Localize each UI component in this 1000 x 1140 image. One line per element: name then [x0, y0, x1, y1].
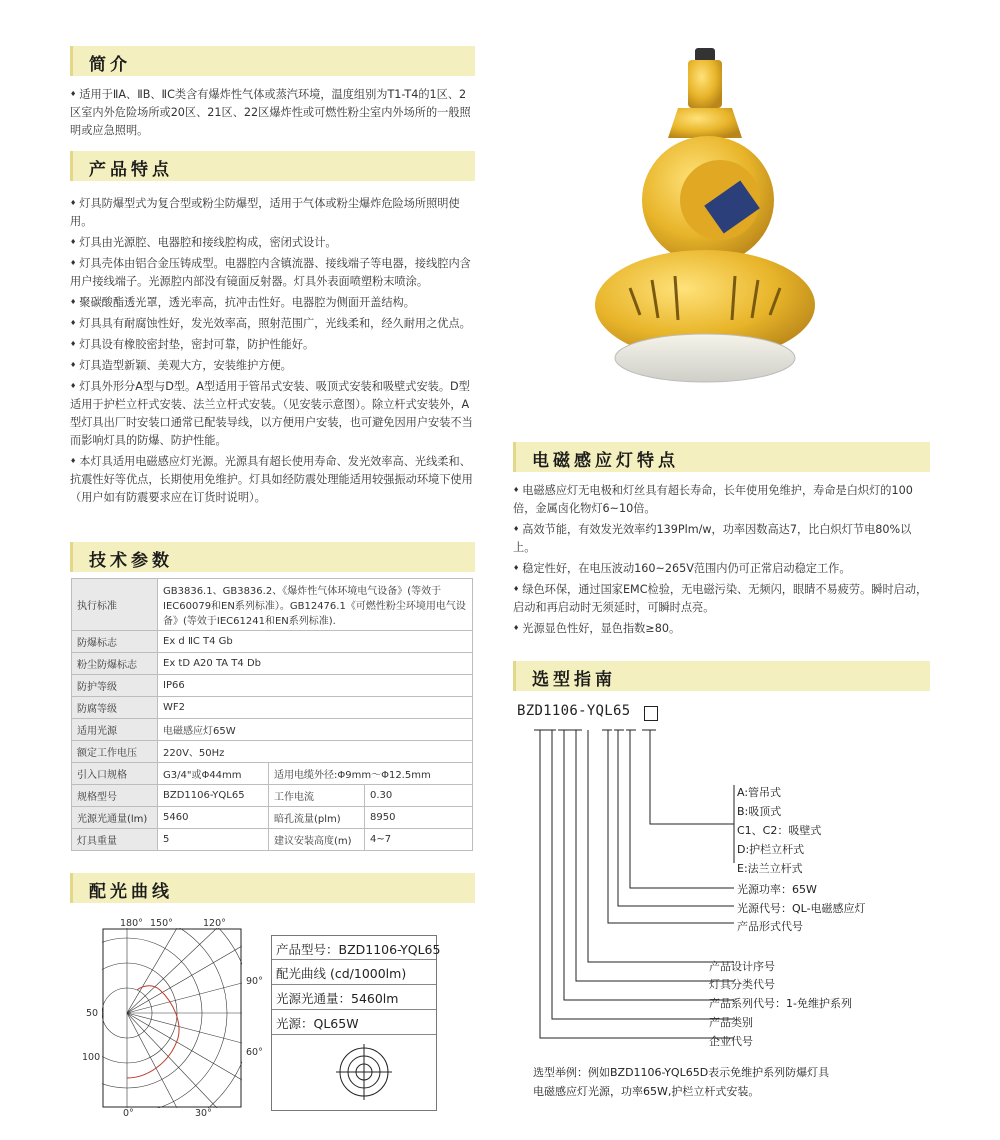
intro-title: 简介 — [89, 55, 131, 75]
polar-curve-diagram — [102, 928, 242, 1108]
code-field-label: 光源功率：65W — [737, 883, 817, 896]
panel-model: 产品型号：BZD1106-YQL65 — [276, 942, 441, 957]
em-header — [513, 442, 930, 472]
features-header — [70, 151, 475, 181]
feature-item: ♦ 灯具具有耐腐蚀性好，发光效率高，照射范围广，光线柔和，经久耐用之优点。 — [70, 314, 475, 333]
spec-key: 适用光源 — [72, 719, 158, 741]
curve-info-panel — [271, 935, 441, 1111]
table-row — [72, 829, 473, 851]
spec-key: 防爆标志 — [72, 631, 158, 653]
spec-key: 光源光通量(lm) — [72, 807, 158, 829]
spec-value: IP66 — [158, 675, 473, 697]
spec-key: 防腐等级 — [72, 697, 158, 719]
polar-right-label: 90° — [246, 976, 263, 987]
spec-key2: 适用电缆外径:Φ9mm～Φ12.5mm — [269, 763, 473, 785]
install-type-label: A:管吊式 — [737, 786, 782, 799]
spec-value: Ex d ⅡC T4 Gb — [158, 631, 473, 653]
spec-key: 防护等级 — [72, 675, 158, 697]
panel-curve: 配光曲线 (cd/1000lm) — [276, 966, 407, 981]
feature-item: ♦ 本灯具适用电磁感应灯光源。光源具有超长使用寿命、发光效率高、光线柔和、抗震性好等优点，长期使用免维护。灯具如经防震处理能适用较强振动环境下使用（用户如有防震要求应在订货时说明）。 — [70, 452, 475, 507]
explosion-proof-lamp-image — [590, 40, 820, 390]
spec-key2: 暗孔流量(plm) — [269, 807, 365, 829]
tech-title: 技术参数 — [89, 551, 173, 571]
spec-key: 规格型号 — [72, 785, 158, 807]
spec-value: 5 — [158, 829, 269, 851]
curve-title: 配光曲线 — [89, 882, 173, 902]
features-list — [70, 194, 475, 509]
polar-right-label: 60° — [246, 1047, 263, 1058]
panel-flux: 光源光通量：5460lm — [276, 991, 399, 1006]
polar-left-label: 50 — [86, 1008, 99, 1019]
spec-key2: 建议安装高度(m) — [269, 829, 365, 851]
install-type-label: B:吸顶式 — [737, 805, 782, 818]
feature-item: ♦ 灯具防爆型式为复合型或粉尘防爆型，适用于气体或粉尘爆炸危险场所照明使用。 — [70, 194, 475, 231]
table-row — [72, 719, 473, 741]
feature-item: ♦ 聚碳酸酯透光罩，透光率高，抗冲击性好。电器腔为侧面开盖结构。 — [70, 293, 475, 312]
em-title: 电磁感应灯特点 — [532, 451, 679, 471]
code-field-label: 灯具分类代号 — [709, 978, 775, 991]
spec-value: Ex tD A20 TA T4 Db — [158, 653, 473, 675]
polar-left-label: 100 — [82, 1052, 101, 1063]
spec-value: 220V、50Hz — [158, 741, 473, 763]
guide-header — [513, 661, 930, 691]
install-type-label: D:护栏立杆式 — [737, 843, 805, 856]
spec-value: G3/4"或Φ44mm — [158, 763, 269, 785]
table-row — [72, 807, 473, 829]
spec-value2: 0.30 — [365, 785, 473, 807]
table-row — [72, 675, 473, 697]
code-field-label: 产品设计序号 — [709, 960, 775, 973]
spec-key: 灯具重量 — [72, 829, 158, 851]
spec-value2: 4~7 — [365, 829, 473, 851]
intro-item: ♦ 适用于ⅡA、ⅡB、ⅡC类含有爆炸性气体或蒸汽环境，温度组别为T1-T4的1区、2区室内外危险场所或20区、21区、22区爆炸性或可燃性粉尘室内外场所的一般照明或应急照明。 — [70, 85, 475, 140]
spec-value: BZD1106-YQL65 — [158, 785, 269, 807]
em-features-list — [513, 481, 928, 640]
table-row — [72, 631, 473, 653]
install-type-box — [644, 706, 658, 721]
spec-value: 电磁感应灯65W — [158, 719, 473, 741]
spec-table — [71, 578, 473, 851]
feature-item: ♦ 灯具壳体由铝合金压铸成型。电器腔内含镇流器、接线端子等电器，接线腔内含用户接线端子。光源腔内部没有镜面反射器。灯具外表面喷塑粉末喷涂。 — [70, 254, 475, 291]
panel-source: 光源：QL65W — [276, 1016, 359, 1031]
lamp-outline-icon — [334, 1042, 394, 1102]
feature-item: ♦ 灯具造型新颖、美观大方，安装维护方便。 — [70, 356, 475, 375]
polar-top-label: 150° — [150, 918, 173, 929]
em-feature-item: ♦ 电磁感应灯无电极和灯丝具有超长寿命，长年使用免维护，寿命是白炽灯的100倍，金属卤化物灯6~10倍。 — [513, 481, 928, 518]
table-row — [72, 785, 473, 807]
spec-key: 粉尘防爆标志 — [72, 653, 158, 675]
em-feature-item: ♦ 光源显色性好，显色指数≥80。 — [513, 619, 928, 638]
table-row — [72, 741, 473, 763]
table-row — [72, 653, 473, 675]
curve-header — [70, 873, 475, 903]
features-title: 产品特点 — [89, 160, 173, 180]
em-feature-item: ♦ 稳定性好，在电压波动160~265V范围内仍可正常启动稳定工作。 — [513, 559, 928, 578]
polar-top-label: 180° — [120, 918, 143, 929]
spec-key2: 工作电流 — [269, 785, 365, 807]
em-feature-item: ♦ 绿色环保，通过国家EMC检验，无电磁污染、无频闪，眼睛不易疲劳。瞬时启动，启动和再启动时无须延时，可瞬时点亮。 — [513, 580, 928, 617]
guide-title: 选型指南 — [532, 670, 616, 690]
spec-value: 5460 — [158, 807, 269, 829]
feature-item: ♦ 灯具由光源腔、电器腔和接线腔构成，密闭式设计。 — [70, 233, 475, 252]
selection-example-line2: 电磁感应灯光源，功率65W,护栏立杆式安装。 — [533, 1085, 760, 1098]
table-row — [72, 697, 473, 719]
install-type-label: E:法兰立杆式 — [737, 862, 803, 875]
spec-key: 引入口规格 — [72, 763, 158, 785]
code-field-label: 产品系列代号：1-免维护系列 — [709, 997, 852, 1010]
feature-item: ♦ 灯具外形分A型与D型。A型适用于管吊式安装、吸顶式安装和吸壁式安装。D型适用于护栏立杆式安装、法兰立杆式安装。（见安装示意图）。除立杆式安装外，A型灯具出厂时安装口通常已配装导线，以方便用户安装，也可避免因用户安装不当而影响灯具的防爆、防护性能。 — [70, 377, 475, 450]
spec-value2: 8950 — [365, 807, 473, 829]
polar-bottom-label: 30° — [195, 1108, 212, 1119]
polar-bottom-label: 0° — [123, 1108, 134, 1119]
install-type-label: C1、C2：吸壁式 — [737, 824, 822, 837]
code-field-label: 产品形式代号 — [737, 920, 803, 933]
code-field-label: 企业代号 — [709, 1035, 753, 1048]
table-row — [72, 579, 473, 631]
model-code: BZD1106-YQL65 — [517, 703, 631, 719]
intro-text — [70, 85, 475, 142]
selection-example-line1: 选型举例：例如BZD1106-YQL65D表示免维护系列防爆灯具 — [533, 1066, 830, 1079]
code-field-label: 光源代号：QL-电磁感应灯 — [737, 902, 866, 915]
polar-top-label: 120° — [203, 918, 226, 929]
feature-item: ♦ 灯具设有橡胶密封垫，密封可靠，防护性能好。 — [70, 335, 475, 354]
code-field-label: 产品类别 — [709, 1016, 753, 1029]
spec-value: WF2 — [158, 697, 473, 719]
intro-header — [70, 46, 475, 76]
spec-key: 执行标准 — [72, 579, 158, 631]
tech-header — [70, 542, 475, 572]
spec-value: GB3836.1、GB3836.2、《爆炸性气体环境电气设备》(等效于IEC60079和EN系列标准）。GB12476.1《可燃性粉尘环境用电气设备》(等效于IEC61241和EN系列标准). — [158, 579, 473, 631]
spec-key: 额定工作电压 — [72, 741, 158, 763]
em-feature-item: ♦ 高效节能，有效发光效率约139Plm/w，功率因数高达7，比白炽灯节电80%以上。 — [513, 520, 928, 557]
table-row — [72, 763, 473, 785]
